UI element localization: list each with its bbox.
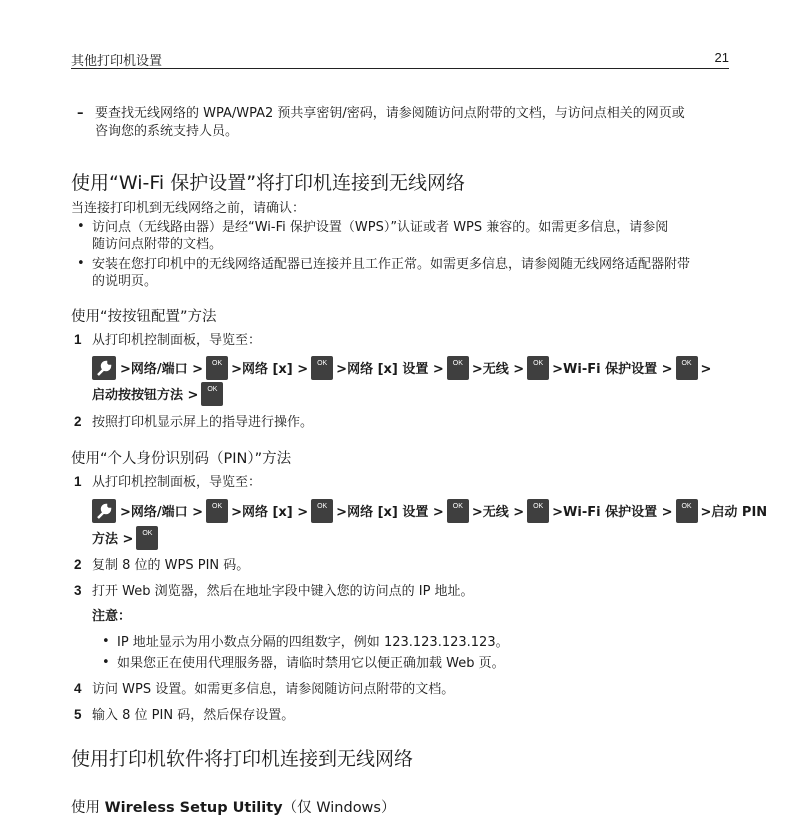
wrench-icon (92, 499, 116, 523)
path-start-button-method: 启动按按钮方法 > (92, 388, 199, 403)
section1-lead: 当连接打印机到无线网络之前，请确认： (71, 201, 306, 216)
ok-button-icon: OK (676, 356, 698, 380)
wrench-icon (92, 356, 116, 380)
path-wifi-protect: >Wi-Fi 保护设置 > (552, 505, 673, 520)
intro-dash: – (77, 106, 84, 121)
note2: 如果您正在使用代理服务器，请临时禁用它以便正确加载 Web 页。 (117, 656, 505, 671)
ok-button-icon: OK (527, 356, 549, 380)
note-label: 注意： (92, 609, 132, 624)
section3-heading (71, 796, 395, 817)
method-button-heading: 使用“按按钮配置”方法 (71, 309, 217, 325)
ok-button-icon: OK (311, 499, 333, 523)
step-number: 2 (74, 557, 82, 572)
path-method: 方法 > (92, 532, 134, 547)
nav-path-button-line1 (92, 356, 713, 380)
note1: IP 地址显示为用小数点分隔的四组数字，例如 123.123.123.123。 (117, 635, 509, 650)
path-network-port: >网络/端口 > (120, 362, 204, 377)
pin-step4-text: 访问 WPS 设置。如需更多信息，请参阅随访问点附带的文档。 (92, 682, 455, 697)
ok-button-icon: OK (206, 356, 228, 380)
step-number: 2 (74, 414, 82, 429)
pin-step1-text: 从打印机控制面板，导览至： (92, 475, 262, 490)
bullet1-line2: 随访问点附带的文档。 (92, 237, 223, 252)
section2-heading: 使用打印机软件将打印机连接到无线网络 (71, 748, 414, 770)
method-pin-heading: 使用“个人身份识别码（PIN）”方法 (71, 451, 292, 467)
header-title: 其他打印机设置 (71, 54, 163, 69)
step-number: 1 (74, 332, 82, 347)
ok-button-icon: OK (206, 499, 228, 523)
section3-suffix: （仅 Windows） (282, 800, 396, 816)
bullet-marker: • (102, 634, 110, 649)
path-network-x: >网络 [x] > (231, 362, 309, 377)
ok-button-icon: OK (447, 356, 469, 380)
section3-prefix: 使用 (71, 800, 105, 816)
path-wireless: >无线 > (471, 505, 525, 520)
intro-line2: 咨询您的系统支持人员。 (95, 124, 239, 139)
step1-text: 从打印机控制面板，导览至： (92, 333, 262, 348)
intro-line1: 要查找无线网络的 WPA/WPA2 预共享密钥/密码，请参阅随访问点附带的文档，与访问点相关的网页或 (95, 106, 685, 121)
bullet-marker: • (102, 655, 110, 670)
bullet1-line1: 访问点（无线路由器）是经“Wi-Fi 保护设置（WPS）”认证或者 WPS 兼容的。如需更多信息，请参阅 (92, 220, 669, 235)
path-network-port: >网络/端口 > (120, 505, 204, 520)
bullet-marker: • (77, 256, 85, 271)
ok-button-icon: OK (136, 526, 158, 550)
path-start-pin: >启动 PIN (700, 505, 768, 520)
bullet-marker: • (77, 219, 85, 234)
ok-button-icon: OK (527, 499, 549, 523)
section1-heading: 使用“Wi-Fi 保护设置”将打印机连接到无线网络 (71, 172, 466, 194)
path-network-x-setup: >网络 [x] 设置 > (336, 505, 444, 520)
ok-button-icon: OK (201, 382, 223, 406)
page-header (71, 50, 729, 69)
path-wifi-protect: >Wi-Fi 保护设置 > (552, 362, 673, 377)
path-wireless: >无线 > (471, 362, 525, 377)
path-network-x-setup: >网络 [x] 设置 > (336, 362, 444, 377)
path-network-x: >网络 [x] > (231, 505, 309, 520)
nav-path-pin-line2 (92, 526, 159, 550)
nav-path-button-line2 (92, 382, 224, 406)
step-number: 5 (74, 707, 82, 722)
bullet2-line1: 安装在您打印机中的无线网络适配器已连接并且工作正常。如需更多信息，请参阅随无线网络适配器附带 (92, 257, 691, 272)
ok-button-icon: OK (676, 499, 698, 523)
step-number: 3 (74, 583, 82, 598)
nav-path-pin-line1 (92, 499, 769, 523)
step-number: 4 (74, 681, 82, 696)
step-number: 1 (74, 474, 82, 489)
bullet2-line2: 的说明页。 (92, 274, 158, 289)
step2-text: 按照打印机显示屏上的指导进行操作。 (92, 415, 314, 430)
ok-button-icon: OK (311, 356, 333, 380)
ok-button-icon: OK (447, 499, 469, 523)
path-end: > (700, 362, 712, 377)
pin-step2-text: 复制 8 位的 WPS PIN 码。 (92, 558, 250, 573)
pin-step3-text: 打开 Web 浏览器，然后在地址字段中键入您的访问点的 IP 地址。 (92, 584, 474, 599)
page-number: 21 (714, 50, 729, 65)
section3-bold: Wireless Setup Utility (104, 800, 283, 816)
pin-step5-text: 输入 8 位 PIN 码，然后保存设置。 (92, 708, 295, 723)
